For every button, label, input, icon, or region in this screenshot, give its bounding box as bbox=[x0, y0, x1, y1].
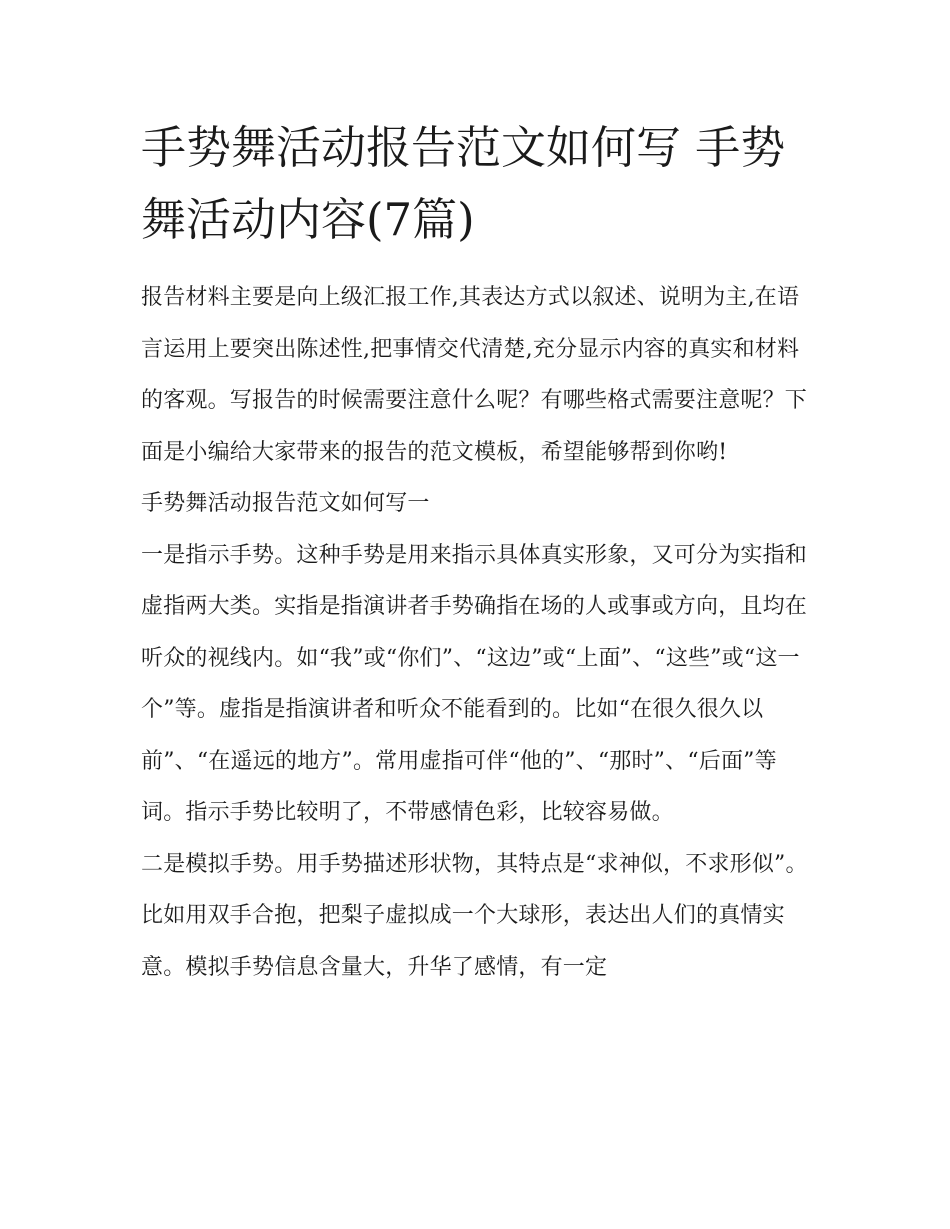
body-paragraph-indicating-gestures: 一是指示手势。这种手势是用来指示具体真实形象，又可分为实指和虚指两大类。实指是指演讲者手势确指在场的人或事或方向，且均在听众的视线内。如“我”或“你们”、“这边”或“上面”、“这些”或“这一个”等。虚指是指演讲者和听众不能看到的。比如“在很久很久以前”、“在遥远的地方”。常用虚指可伴“他的”、“那时”、“后面”等词。指示手势比较明了，不带感情色彩，比较容易做。 bbox=[141, 542, 808, 825]
section-heading: 手势舞活动报告范文如何写一 bbox=[141, 491, 430, 516]
document-title: 手势舞活动报告范文如何写 手势舞活动内容(7篇) bbox=[141, 121, 786, 246]
body-paragraph-imitating-gestures: 二是模拟手势。用手势描述形状物，其特点是“求神似，不求形似”。比如用双手合抱，把梨子虚拟成一个大球形，表达出人们的真情实意。模拟手势信息含量大，升华了感情，有一定 bbox=[141, 851, 808, 980]
document-page bbox=[141, 112, 816, 993]
intro-paragraph: 报告材料主要是向上级汇报工作,其表达方式以叙述、说明为主,在语言运用上要突出陈述性,把事情交代清楚,充分显示内容的真实和材料的客观。写报告的时候需要注意什么呢？有哪些格式需要注意呢？下面是小编给大家带来的报告的范文模板，希望能够帮到你哟! bbox=[141, 285, 808, 465]
